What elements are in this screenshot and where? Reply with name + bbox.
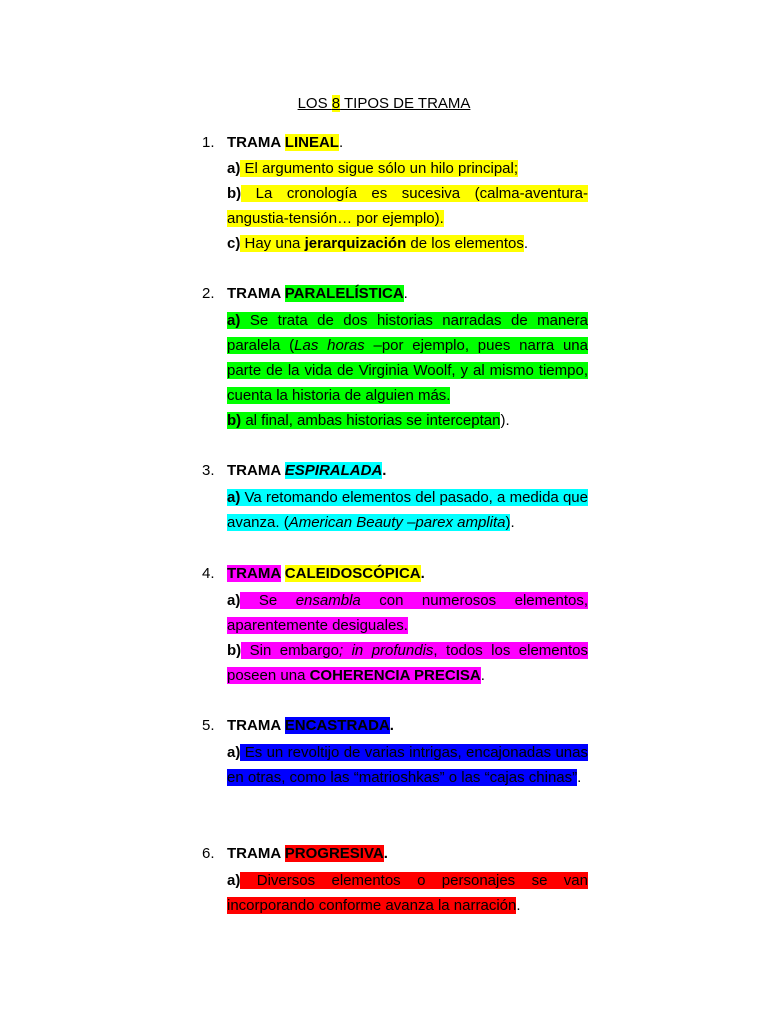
item-5-heading-suffix: . [389,717,394,734]
item-2-heading-suffix: . [403,285,408,302]
item-4-number: 4. [202,565,215,582]
item-5-a [227,740,588,790]
item-1-heading [227,134,343,151]
item-6-a-text: Diversos elementos o personajes se van incorporando conforme avanza la narración [227,872,588,914]
item-5-a-text: Es un revoltijo de varias intrigas, encajonadas unas en otras, como las “matrioshkas” o las “cajas chinas” [227,744,588,786]
item-4-a [227,588,588,638]
item-5-heading-highlight: ENCASTRADA [284,717,390,734]
item-4-a-post: con numerosos elementos, aparentemente desiguales. [227,592,589,634]
item-4-b-label: b) [227,642,242,659]
item-1-c-post: de los elementos [406,235,524,252]
item-6-heading-suffix: . [383,845,388,862]
item-5-heading [227,717,394,734]
item-5-a-end: . [577,769,582,786]
item-6-number: 6. [202,845,215,862]
item-1-body [227,156,588,256]
item-3-a-italic: American Beauty –parex amplita [288,514,506,531]
item-2-heading-highlight: PARALELÍSTICA [284,285,404,302]
item-4-a-text [227,592,588,634]
item-6-heading-prefix: TRAMA [227,845,285,862]
item-1-heading-highlight: LINEAL [284,134,339,151]
item-4-b [227,638,588,688]
item-2-a-post: –por ejemplo, pues narra una parte de la vida de Virginia Woolf, y al mismo tiempo, cuenta la historia de alguien más. [227,337,588,404]
item-1-b-text: La cronología es sucesiva (calma-aventura-angustia-tensión… por ejemplo). [227,185,588,227]
item-3-a-post: ) [505,514,511,531]
item-3-heading-highlight: ESPIRALADA [284,462,383,479]
item-2-a-italic: Las horas [294,337,365,354]
item-1-c [227,231,588,256]
item-4-b-text [227,642,588,684]
item-1-a [227,156,588,181]
item-2-b [227,408,588,433]
item-2-a-text [227,312,588,404]
item-3-a-end: . [510,514,515,531]
item-1-b-label: b) [227,185,242,202]
item-3-heading-prefix: TRAMA [227,462,285,479]
item-4-b-italic: ; in profundis [338,642,434,659]
item-2-number: 2. [202,285,215,302]
item-2-a-pre: Se trata de dos historias narradas de manera paralela ( [227,312,588,354]
item-6-heading [227,845,388,862]
title-suffix: TIPOS DE TRAMA [340,95,471,112]
item-1-number: 1. [202,134,215,151]
item-4-b-bold: COHERENCIA PRECISA [309,667,481,684]
item-2-b-text-wrap [227,412,500,429]
item-4-b-mid: , todos los elementos poseen una [227,642,588,684]
item-4-b-pre: Sin embargo [241,642,339,659]
item-3-body [227,485,588,535]
item-2-body [227,308,588,433]
item-4-heading-highlight: CALEIDOSCÓPICA [284,565,421,582]
item-3-heading [227,462,386,479]
item-1-heading-suffix: . [338,134,344,151]
item-3-a-pre: Va retomando elementos del pasado, a medida que avanza. ( [227,489,588,531]
item-2-a-label: a) [227,312,241,329]
item-2-b-end: ). [500,412,510,429]
item-4-a-italic: ensambla [295,592,361,609]
item-4-heading [227,565,425,582]
item-2-a [227,308,588,408]
item-1-heading-prefix: TRAMA [227,134,285,151]
item-1-c-end: . [523,235,529,252]
item-1-b [227,181,588,231]
item-6-a-label: a) [227,872,241,889]
item-5-heading-prefix: TRAMA [227,717,285,734]
item-4-a-label: a) [227,592,241,609]
item-4-heading-trama: TRAMA [227,565,281,582]
item-2-b-text: al final, ambas historias se interceptan [241,412,501,429]
item-2-heading-prefix: TRAMA [227,285,285,302]
item-1-c-label: c) [227,235,241,252]
item-3-number: 3. [202,462,215,479]
item-3-heading-suffix: . [382,462,387,479]
item-4-heading-suffix: . [420,565,425,582]
item-2-heading [227,285,408,302]
item-1-a-text: El argumento sigue sólo un hilo principal; [240,160,519,177]
item-4-b-end: . [480,667,485,684]
item-2-b-label: b) [227,412,242,429]
item-3-a-text [227,489,588,531]
item-3-a [227,485,588,535]
item-6-body [227,868,588,918]
page-title [0,95,768,112]
item-6-heading-highlight: PROGRESIVA [284,845,384,862]
item-5-number: 5. [202,717,215,734]
item-1-c-pre: Hay una [240,235,305,252]
item-1-c-text [240,235,524,252]
item-4-body [227,588,588,688]
title-prefix: LOS [297,95,332,112]
item-1-c-bold: jerarquización [304,235,407,252]
item-1-a-label: a) [227,160,241,177]
item-3-a-label: a) [227,489,241,506]
title-number: 8 [331,95,341,112]
item-4-a-pre: Se [240,592,296,609]
item-6-a-end: . [516,897,521,914]
item-5-body [227,740,588,790]
item-6-a [227,868,588,918]
item-5-a-label: a) [227,744,241,761]
